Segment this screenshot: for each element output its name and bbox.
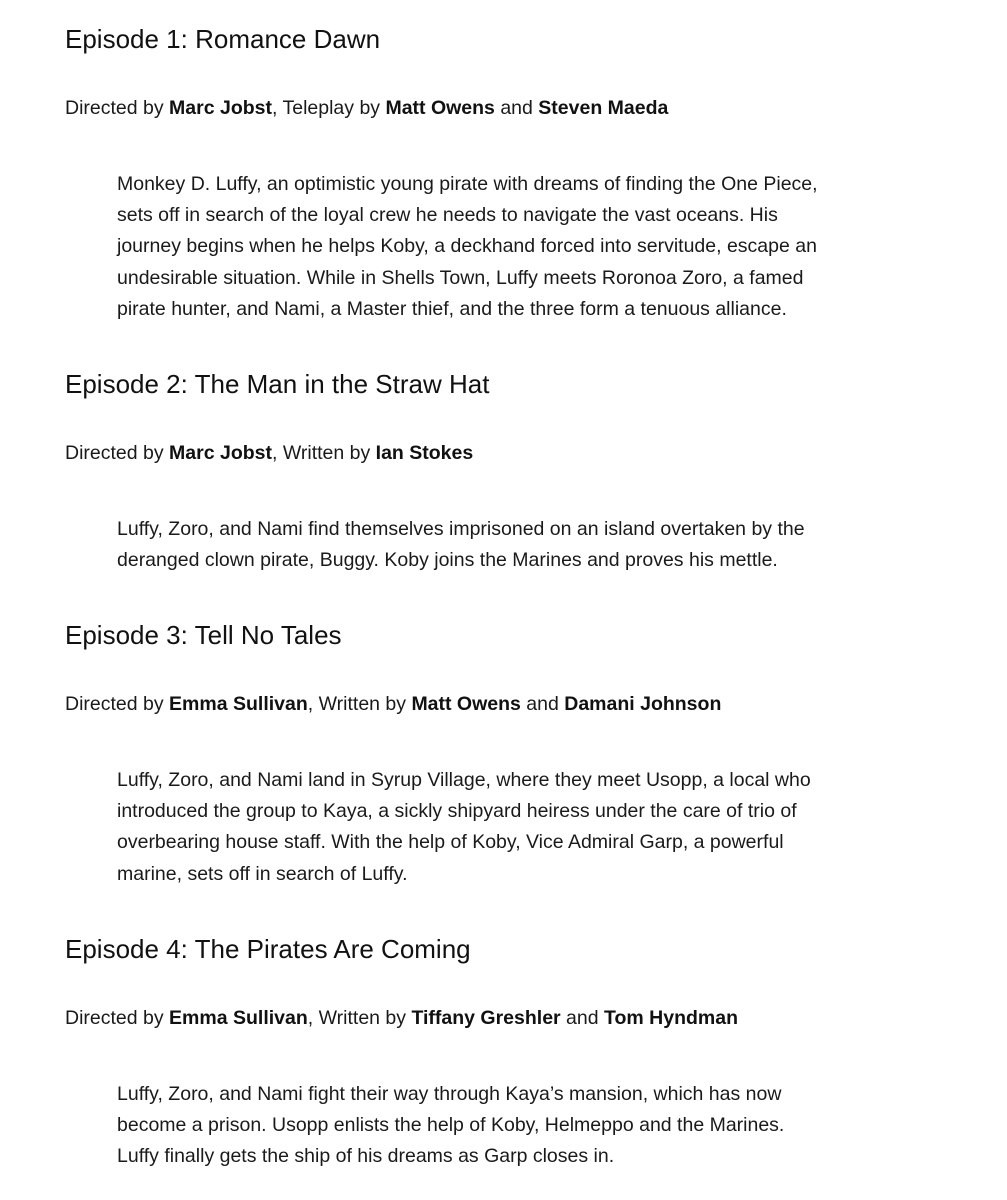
synopsis-line: pirate hunter, and Nami, a Master thief, and the three form a tenuous alliance.	[117, 297, 787, 320]
director-name: Marc Jobst	[169, 97, 272, 119]
episode-synopsis	[117, 1079, 937, 1173]
synopsis-line: Monkey D. Luffy, an optimistic young pirate with dreams of finding the One Piece,	[117, 173, 818, 195]
credit-text: and	[520, 693, 565, 715]
synopsis-line: become a prison. Usopp enlists the help of Koby, Helmeppo and the Marines.	[117, 1114, 785, 1137]
credit-text: Directed by	[65, 442, 170, 464]
director-name: Marc Jobst	[169, 442, 272, 464]
synopsis-line: Luffy, Zoro, and Nami land in Syrup Village, where they meet Usopp, a local who	[117, 769, 811, 791]
synopsis-line: undesirable situation. While in Shells Town, Luffy meets Roronoa Zoro, a famed	[117, 266, 804, 289]
synopsis-line: Luffy finally gets the ship of his dreams as Garp closes in.	[117, 1145, 615, 1168]
episode-title: Episode 4: The Pirates Are Coming	[65, 934, 471, 964]
synopsis-line: deranged clown pirate, Buggy. Koby joins the Marines and proves his mettle.	[117, 549, 778, 572]
episode-credits	[65, 440, 473, 466]
episode-synopsis	[117, 169, 937, 325]
credit-text: and	[560, 1007, 605, 1029]
credit-text: , Written by	[307, 693, 412, 715]
episode-title: Episode 2: The Man in the Straw Hat	[65, 369, 490, 399]
synopsis-line: overbearing house staff. With the help of Koby, Vice Admiral Garp, a powerful	[117, 831, 784, 854]
synopsis-line: journey begins when he helps Koby, a deckhand forced into servitude, escape an	[117, 235, 817, 258]
credit-text: , Written by	[307, 1007, 412, 1029]
director-name: Emma Sullivan	[169, 1007, 308, 1029]
director-name: Emma Sullivan	[169, 693, 308, 715]
credit-text: Directed by	[65, 693, 170, 715]
synopsis-line: introduced the group to Kaya, a sickly shipyard heiress under the care of trio of	[117, 800, 797, 823]
credit-text: Directed by	[65, 1007, 170, 1029]
writer-name: Matt Owens	[411, 693, 521, 715]
writer-name: Matt Owens	[385, 97, 495, 119]
episode-synopsis	[117, 765, 937, 890]
episode-title: Episode 1: Romance Dawn	[65, 24, 381, 54]
synopsis-line: Luffy, Zoro, and Nami find themselves imprisoned on an island overtaken by the	[117, 518, 805, 540]
synopsis-line: Luffy, Zoro, and Nami fight their way through Kaya’s mansion, which has now	[117, 1083, 782, 1105]
credit-text: Directed by	[65, 97, 170, 119]
credit-text: and	[494, 97, 539, 119]
episode-synopsis	[117, 514, 937, 576]
episode-title: Episode 3: Tell No Tales	[65, 620, 342, 650]
writer-name: Tom Hyndman	[604, 1007, 738, 1029]
writer-name: Damani Johnson	[564, 693, 722, 715]
synopsis-line: marine, sets off in search of Luffy.	[117, 862, 408, 885]
writer-name: Ian Stokes	[375, 442, 474, 464]
writer-name: Steven Maeda	[538, 97, 669, 119]
episode-credits	[65, 95, 668, 121]
episode-credits	[65, 691, 721, 717]
credit-text: , Written by	[272, 442, 376, 464]
episode-credits	[65, 1005, 738, 1031]
credit-text: , Teleplay by	[272, 97, 386, 119]
writer-name: Tiffany Greshler	[411, 1007, 561, 1029]
synopsis-line: sets off in search of the loyal crew he needs to navigate the vast oceans. His	[117, 204, 778, 227]
